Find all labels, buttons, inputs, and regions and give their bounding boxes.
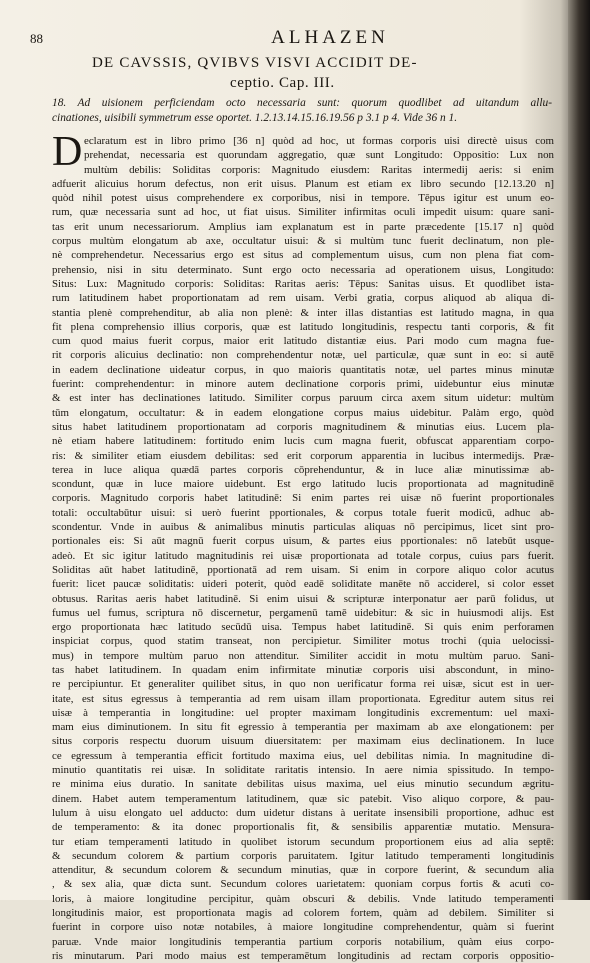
proposition-line: cinationes, uisibili symmetrum esse oportet. 1.2.13.14.15.16.19.56 p 3.1 p 4. Vide 36 n 1. (52, 112, 458, 124)
drop-capital: D (52, 129, 83, 175)
text-line: adfuerit alicuius horum defectus, non erit uisus. Planum est etiam ex libro secundo [12.13.20 n] (52, 177, 554, 190)
text-line: de temperamento: & ita donec proportionalis fit, & sensibilis apparentiæ mutatio. Mensura- (52, 821, 554, 834)
text-line: , & sex alia, quæ dicta sunt. Secundum colores uarietatem: quoniam corpus fortis & acuti co- (52, 878, 554, 891)
text-line: terea in luce aliqua quædā partes corporis cōprehenduntur, & in luce aliæ minutissimæ ab- (52, 463, 554, 476)
text-line: nè etiam habere latitudinem: fortitudo enim lucis cum magna fuerit, obfuscat apparentiam corpo- (52, 435, 554, 448)
text-line: attenditur, & secundum colorem & secundum minutias, quæ in corpore fuerint, & secundum alia (52, 864, 554, 877)
text-line: fuerint: comprehendentur: in minore autem declinatione corporis primi, uidebuntur eius minutæ (52, 378, 554, 391)
chapter-title-line-1: DE CAVSSIS, QVIBVS VISVI ACCIDIT DE- (92, 55, 418, 71)
text-line: ris: & similiter etiam eiusdem debilitas: sed erit corporum apparentia in lucibus intermedijs. Præ- (52, 449, 554, 462)
text-line: Soliditas aūt habet latitudinē, pportionatā ad rem uisam. Si enim in corpore aliquo color acutus (52, 563, 554, 576)
text-line: obtusus. Raritas aeris habet latitudinē. Si enim uisui & scripturæ interponatur aer parū folidus, ut (52, 592, 554, 605)
text-line: tas habet latitudinem. In quadam enim infirmitate minutiæ corporis uisi abscondunt, in mino- (52, 663, 554, 676)
text-line: dinem. Habet autem temperamentum latitudinem, quæ sic patebit. Viso aliquo corpore, & pau- (52, 792, 554, 805)
text-line: longitudinis maior, est proportionata magis ad colorem fortem, quàm ad debilem. Similiter si (52, 907, 554, 920)
page-gutter-shadow (568, 0, 590, 900)
text-line: & est inter has declinationes latitudo. Similiter corpus paruum circa axem situm uidetur: multùm (52, 392, 554, 405)
text-line: nè comprehendetur. Necessarius ergo est situs ad complementum uisus, cum non plena fiat com- (52, 249, 554, 262)
text-line: scondunt, quæ in luce maiore uidebunt. Est ergo latitudo lucis proportionata ad magnitudinē (52, 478, 554, 491)
text-line: ce egressum à temperantia efficit fortitudo maxima eius, uel debilitas nimia. In magnitudine di- (52, 749, 554, 762)
chapter-title-line-2: ceptio. Cap. III. (230, 75, 335, 91)
text-line: ergo proportionata hæc latitudo secūdū uisa. Tempus habet latitudinē. Si quis enim perforamen (52, 621, 554, 634)
text-line: Situs: Lux: Magnitudo corporis: Soliditas: Raritas aeris: Tēpus: Sanitas uisus. Et quodlibet ista- (52, 277, 554, 290)
text-line: re minima eius duratio. In sanitate debilitas uisus maxima, uel eius minutio secundum ægritu- (52, 778, 554, 791)
text-line: stantia plenè comprehenditur, ab alia non plenè: & inter illas distantias est latitudo magna, in qua (52, 306, 554, 319)
text-line: portionales eis: Si aūt magnū fuerit corpus uisum, & partes eius pportionales: nō latebūt usque- (52, 535, 554, 548)
text-line: adeò. Et sic igitur latitudo magnitudinis rei uisæ proportionata ad totale corpus, cuius pars fuerit. (52, 549, 554, 562)
text-line: paruæ. Vnde maior longitudinis temperantia partium corporis notabilium, quàm eius corpo- (52, 935, 554, 948)
text-line: situs corporis respectu duorum uisuum diuersitatem: per maximam eius declinationem. In luce (52, 735, 554, 748)
text-line: totali: occultabūtur uisui: si uerò fuerint pportionales, & corpus totale fuerit modicū, adhuc ab- (52, 506, 554, 519)
text-line: situs habet latitudinem proportionatam ad corporis magnitudinem & minutias eius. Lucem pla- (52, 420, 554, 433)
text-line: tur etiam temperamenti latitudo in quolibet istorum secundum proportionem eius ad alia septē: (52, 835, 554, 848)
text-line: lulum à uisu elongato uel adducto: dum uidetur distans à ueritate insensibili proportione, adhuc est (52, 806, 554, 819)
text-line: tūm elongatum, occultatur: & in eadem elongatione corpus maius uidebitur. Palàm ergo, quòd (52, 406, 554, 419)
text-line: mus) in tempore multùm paruo non attenditur. Similiter accidit in motu multùm paruo. Sani- (52, 649, 554, 662)
text-line: multùm debilis: Soliditas corporis: Magnitudo eiusdem: Raritas intermedij aeris: si enim (84, 163, 554, 176)
text-line: & secundum colorem & partium corporis paruitatem. Igitur latitudo temperamenti longitudinis (52, 849, 554, 862)
marginal-proposition (52, 96, 552, 126)
text-line: mam eius diminutionem. In situ fit egressio à temperantia per maximam ab axe elongationem: per (52, 721, 554, 734)
text-line: cum quod maius fuerit corpus, maior erit latitudo distantiæ eius. Pari modo cum magna fue- (52, 335, 554, 348)
text-line: inspiciat corpus, quod statim transeat, non percipietur. Similiter motus trochi (quia uelocissi- (52, 635, 554, 648)
text-line: itate, est situs egressus à temperantia ad rem uisam illam proportionata. Egreditur autem situs rei (52, 692, 554, 705)
text-line: uisæ à temperantia in longitudine: uel propter maximam longitudinis excrementum: uel maxi- (52, 706, 554, 719)
text-line: minutio quantitatis rei uisæ. In soliditate raritatis intensio. In aere nimia spissitudo. In tempo- (52, 764, 554, 777)
text-line: loris, à maiore longitudine percipitur, quàm obscuri & debilis. Vnde latitudo temperamenti (52, 892, 554, 905)
proposition-line: 18. Ad uisionem perficiendam octo necessaria sunt: quorum quodlibet ad uitandum allu- (52, 97, 552, 109)
text-line: fit plena comprehensio illius corporis, quæ est latitudo longitudinis, respectu tanti corporis, & fit (52, 320, 554, 333)
text-line: corporis. Magnitudo corporis habet latitudinē: Si enim partes rei uisæ nō fuerint proportionales (52, 492, 554, 505)
text-line: re percipiuntur. Et generaliter quilibet situs, in quo non uerificatur forma rei uisæ, sicut est in uer- (52, 678, 554, 691)
text-line: rum latitudinem habet proportionatam ad rem uisam. Verbi gratia, corpus aliquod ab aliqua di- (52, 292, 554, 305)
page-number: 88 (30, 31, 43, 46)
text-line: prehensio, nisi in situ determinato. Sunt ergo octo necessaria ad operationem uisus, Longitudo: (52, 263, 554, 276)
running-head: ALHAZEN (271, 27, 389, 48)
body-text (52, 129, 554, 963)
text-line: fuerit: licet paucæ soliditatis: uideri poterit, quòd eadē soliditate manēte nō acciderel, si color esset (52, 578, 554, 591)
text-line: tas erit unum necessariorum. Amplius iam explanatum est in parte præcedente [15.17 n] quòd (52, 220, 554, 233)
text-line: ris minutarum. Pari modo maius est temperamētum longitudinis ad rectam corporis oppositio- (52, 949, 554, 962)
text-line: prehendat, necessaria est quorundam aggregatio, quæ sunt Longitudo: Oppositio: Lux non (84, 149, 554, 162)
text-line: in eadem declinatione uideatur corpus, in quo maioris quantitatis notæ, uel partes minus minutæ (52, 363, 554, 376)
page-header (30, 25, 560, 91)
text-line: fuerint in corpore uiso notæ notabiles, à maiore longitudine comprehendentur, quàm si fuerint (52, 921, 554, 934)
text-line: fumus uel fumus, scriptura nō discernetur, pergamenū tamē uidebitur: & sic in huiusmodi alijs. Est (52, 606, 554, 619)
text-line: eclaratum est in libro primo [36 n] quòd ad hoc, ut formas corporis uisi directè uisus com (84, 135, 554, 147)
text-line: rum, quæ necessaria sunt ad hoc, ut fiat uisus. Similiter infirmitas oculi impedit uisum: quare sani- (52, 206, 554, 219)
text-line: scondentur. Vnde in auibus & animalibus minutis particulas aliquas nō percipimus, licet sint pro- (52, 521, 554, 534)
text-line: quòd nihil potest uisus comprehendere ex corporibus, nisi in tempore. Tēpus igitur est unum eo- (52, 192, 554, 205)
text-line: rit corporis alicuius declinatio: non comprehendentur notæ, uel particulæ, quæ sunt in eo: si autē (52, 349, 554, 362)
text-line: corpus multùm elongatum ab axe, occultatur uisui: & si multùm tunc fuerit declinatum, non ple- (52, 235, 554, 248)
